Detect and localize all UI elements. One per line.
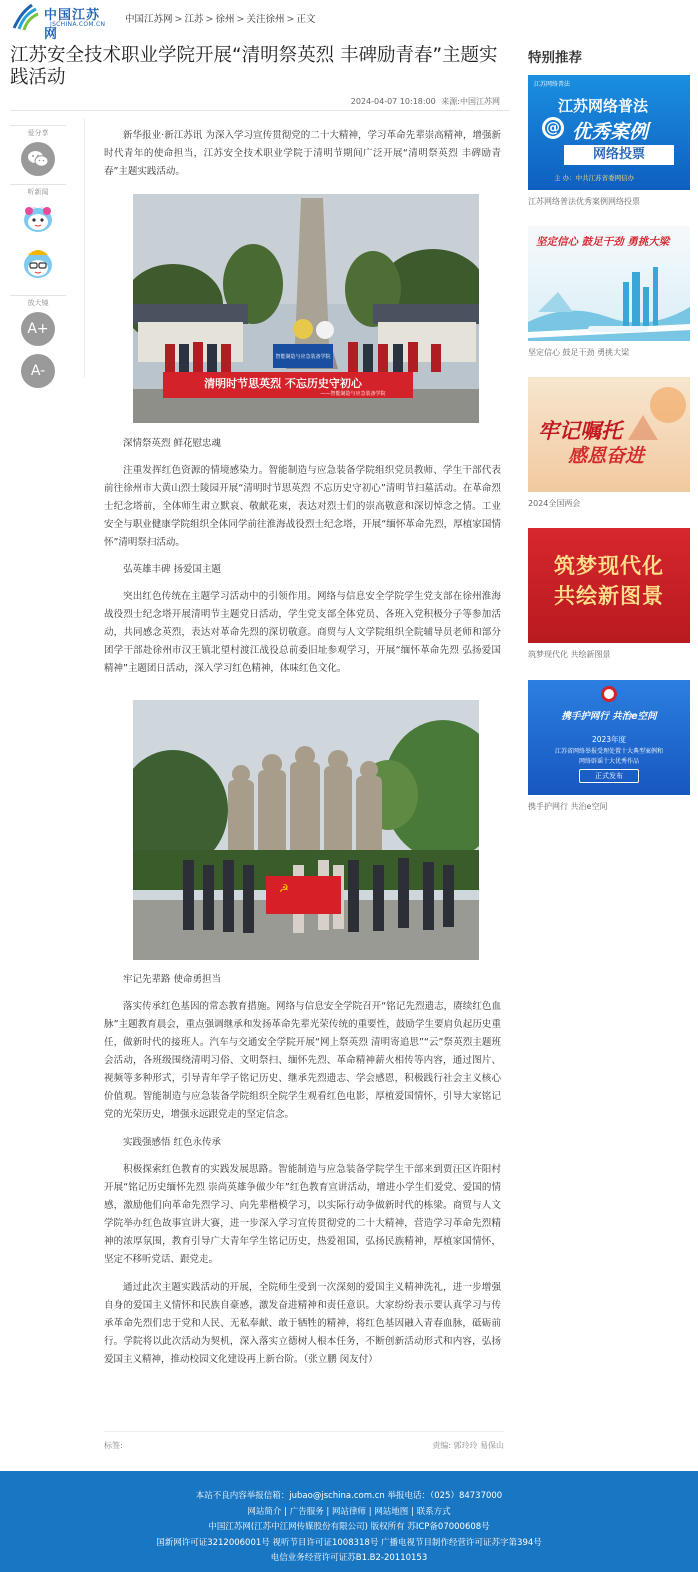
source-label: 来源: (441, 97, 460, 106)
breadcrumb-home[interactable]: 中国江苏网 (125, 14, 173, 25)
logo-text: 中国江苏网 (44, 8, 101, 42)
sidebar-item-network-governance[interactable] (528, 680, 690, 812)
article-intro: 新华报业·新江苏讯 为深入学习宣传贯彻党的二十大精神，学习革命先辈崇高精神，增强新时代青年的使命担当，江苏安全技术职业学院于清明节期间广泛开展“清明祭英烈 丰碑励青春”主题实践活动。 (104, 130, 501, 177)
article-closing: 通过此次主题实践活动的开展，全院师生受到一次深刻的爱国主义精神洗礼，进一步增强自身的爱国主义情怀和民族自豪感，激发奋进精神和责任意识。大家纷纷表示要认真学习与传承革命先烈们忠于党和人民、无私奉献、敢于牺牲的精神，将红色基因融入青春血脉，砥砺前行。学院将以此次活动为契机，深入落实立德树人根本任务，不断创新活动形式和内容，弘扬爱国主义精神，推动校园文化建设再上新台阶。（张立鹏 闵友付） (104, 1282, 501, 1365)
breadcrumb-focus-xuzhou[interactable]: 关注徐州 (246, 14, 285, 25)
footer-links: 网站简介 | 广告服务 | 网站律师 | 网站地图 | 联系方式 (247, 1506, 451, 1517)
title-divider (10, 110, 510, 111)
law-cases-banner: 江苏网络普法 江苏网络普法 @ 优秀案例 网络投票 主 办：中共江苏省委网信办 (528, 75, 690, 190)
section-1 (104, 435, 501, 678)
tools-divider (84, 118, 85, 378)
sidebar (528, 46, 690, 66)
sidebar-item-caption: 2024全国两会 (528, 499, 581, 508)
footer-link-ads[interactable]: 广告服务 (289, 1506, 324, 1517)
breadcrumb-current: 正文 (296, 14, 316, 25)
zoom-label: 放大镜 (10, 295, 66, 308)
site-header (0, 0, 698, 42)
editor-info (104, 1440, 504, 1451)
logo-mark-icon (10, 2, 40, 32)
photo1-flag-text: 智能制造与应急装备学院 (275, 354, 331, 360)
section3-body: 落实传承红色基因的常态教育措施。网络与信息安全学院召开“铭记先烈遗志，赓续红色血脉”主题教育晨会，重点强调继承和发扬革命先辈光荣传统的重要性，鼓励学生要肩负起历史重任，做新时代的接班人。汽车与交通安全学院开展“网上祭英烈 清明寄追思”“云”祭英烈主题班会活动，各班级围绕清明习俗、文明祭扫、缅怀先烈、革命精神薪火相传等内容，通过图片、视频等多种形式，引导青年学子铭记历史、继承先烈遗志、学会感恩，积极践行社会主义核心价值观。智能制造与应急装备学院组织全院学生观看红色电影，厚植爱国情怀，引导大家铭记党的光荣历史，增强永远跟党走的坚定信念。 (104, 1001, 501, 1120)
sidebar-item-caption: 坚定信心 鼓足干劲 勇挑大梁 (528, 348, 630, 357)
footer-telecom-license: 电信业务经营许可证苏B1.B2-20110153 (270, 1553, 428, 1564)
sidebar-item-two-sessions[interactable] (528, 377, 690, 509)
article-body (104, 127, 501, 181)
sidebar-item-caption: 筑梦现代化 共绘新图景 (528, 650, 611, 659)
footer-link-lawyer[interactable]: 网站律师 (331, 1506, 366, 1517)
sidebar-item-modernization[interactable] (528, 528, 690, 660)
photo1-banner-text: 清明时节思英烈 不忘历史守初心 (204, 377, 362, 390)
photo1-banner-subtext: ——智能制造与应急装备学院 (320, 391, 386, 397)
footer-link-sitemap[interactable]: 网站地图 (374, 1506, 409, 1517)
tags-divider (104, 1431, 504, 1432)
zoom-out-button[interactable] (21, 354, 55, 388)
zoom-out-icon: A- (30, 363, 46, 379)
breadcrumb: 中国江苏网 > 江苏 > 徐州 > 关注徐州 > 正文 (125, 14, 316, 25)
article-tools (10, 125, 66, 388)
sidebar-item-confidence[interactable] (528, 226, 690, 358)
zoom-in-icon: A+ (27, 321, 49, 337)
editor-label: 责编: (432, 1441, 451, 1450)
footer-link-about[interactable]: 网站简介 (247, 1506, 282, 1517)
site-footer (0, 1471, 698, 1572)
footer-link-contact[interactable]: 联系方式 (416, 1506, 451, 1517)
zoom-in-button[interactable] (21, 312, 55, 346)
sidebar-item-caption: 携手护网行 共治e空间 (528, 802, 608, 811)
article-photo-statue-group (133, 700, 479, 960)
site-logo[interactable] (10, 2, 110, 42)
two-sessions-banner: 牢记嘱托 感恩奋进 (528, 377, 690, 492)
sidebar-item-caption: 江苏网络普法优秀案例网络投票 (528, 197, 640, 206)
wechat-icon (27, 150, 49, 168)
modernization-banner: 筑梦现代化 共绘新图景 (528, 528, 690, 643)
article-meta (10, 96, 500, 107)
svg-text:☭: ☭ (279, 882, 289, 895)
section4-body: 积极探索红色教育的实践发展思路。智能制造与应急装备学院学生干部来到贾汪区许阳村开展“铭记历史缅怀先烈 崇尚英雄争做少年”红色教育宣讲活动，增进小学生们爱党、爱国的情感，激励他们向革命先烈学习、向先辈楷模学习，以实际行动争做新时代的栋梁。商贸与人文学院举办红色故事宣讲大赛，进一步深入学习宣传贯彻党的二十大精神，营造学习革命先烈精神的浓厚氛围，教育引导广大青年学生铭记历史，热爱祖国，弘扬民族精神，厚植家国情怀，坚定不移听党话、跟党走。 (104, 1164, 501, 1265)
section3-title: 牢记先辈路 使命勇担当 (123, 974, 222, 985)
sidebar-item-law-cases[interactable] (528, 75, 690, 207)
editor-names: 郭玲玲 易保山 (453, 1441, 504, 1450)
logo-subtext: JSCHINA.COM.CN (50, 21, 106, 28)
footer-copyright: 中国江苏网(江苏中江网传媒股份有限公司) 版权所有 苏ICP备07000608号 (208, 1522, 490, 1533)
listen-male-voice-icon[interactable] (20, 245, 56, 281)
footer-licenses: 国新网许可证3212006001号 视听节目许可证1008318号 广播电视节目制作经营许可证苏字第394号 (156, 1537, 542, 1548)
confidence-banner: 坚定信心 鼓足干劲 勇挑大梁 (528, 226, 690, 341)
section1-title: 深情祭英烈 鲜花慰忠魂 (123, 438, 222, 449)
section-3 (104, 971, 501, 1369)
network-governance-banner: 携手护网行 共治e空间 2023年度 江苏省网络举报受理处置十大典型案例和 网络辟谣十大优秀作品 正式发布 (528, 680, 690, 795)
article-title: 江苏安全技术职业学院开展“清明祭英烈 丰碑励青春”主题实践活动 (10, 45, 498, 88)
section4-title: 实践强感悟 红色永传承 (123, 1137, 222, 1148)
source-name: 中国江苏网 (460, 97, 500, 106)
section2-body: 突出红色传统在主题学习活动中的引领作用。网络与信息安全学院学生党支部在徐州淮海战役烈士纪念塔开展清明节主题党日活动，学生党支部全体党员、各班入党积极分子等参加活动，共同感念英烈，表达对革命先烈的深切敬意。商贸与人文学院组织全院辅导员老师和部分团学干部赴徐州市汉王镇北望村渡江战役总前委旧址参观学习，开展“缅怀革命先烈 弘扬爱国精神”主题团日活动，深入学习红色精神，体味红色文化。 (104, 591, 501, 674)
article-photo-memorial-tower (133, 194, 479, 423)
breadcrumb-jiangsu[interactable]: 江苏 (184, 14, 204, 25)
breadcrumb-xuzhou[interactable]: 徐州 (215, 14, 235, 25)
tags-label: 标签: (104, 1441, 123, 1450)
listen-label: 听新闻 (10, 184, 66, 197)
wechat-share-button[interactable] (21, 142, 55, 176)
share-label: 爱分享 (10, 125, 66, 138)
footer-report-line: 本站不良内容举报信箱：jubao@jschina.com.cn 举报电话：（025）84737000 (195, 1491, 503, 1501)
section2-title: 弘英雄丰碑 扬爱国主题 (123, 564, 222, 575)
sidebar-title: 特别推荐 (528, 50, 582, 66)
publish-datetime: 2024-04-07 10:18:00 (350, 97, 436, 106)
section1-body: 注重发挥红色资源的情境感染力。智能制造与应急装备学院组织党员教师、学生干部代表前往徐州市大黄山烈士陵园开展“清明时节思英烈 不忘历史守初心”清明节扫墓活动。在革命烈士纪念塔前，全体师生肃立默哀、敬献花束，表达对烈士们的崇高敬意和深切悼念之情。工业安全与职业健康学院组织全体同学前往淮海战役烈士纪念塔，开展“缅怀革命先烈，厚植家国情怀”清明祭扫活动。 (104, 465, 501, 548)
listen-female-voice-icon[interactable] (20, 199, 56, 235)
